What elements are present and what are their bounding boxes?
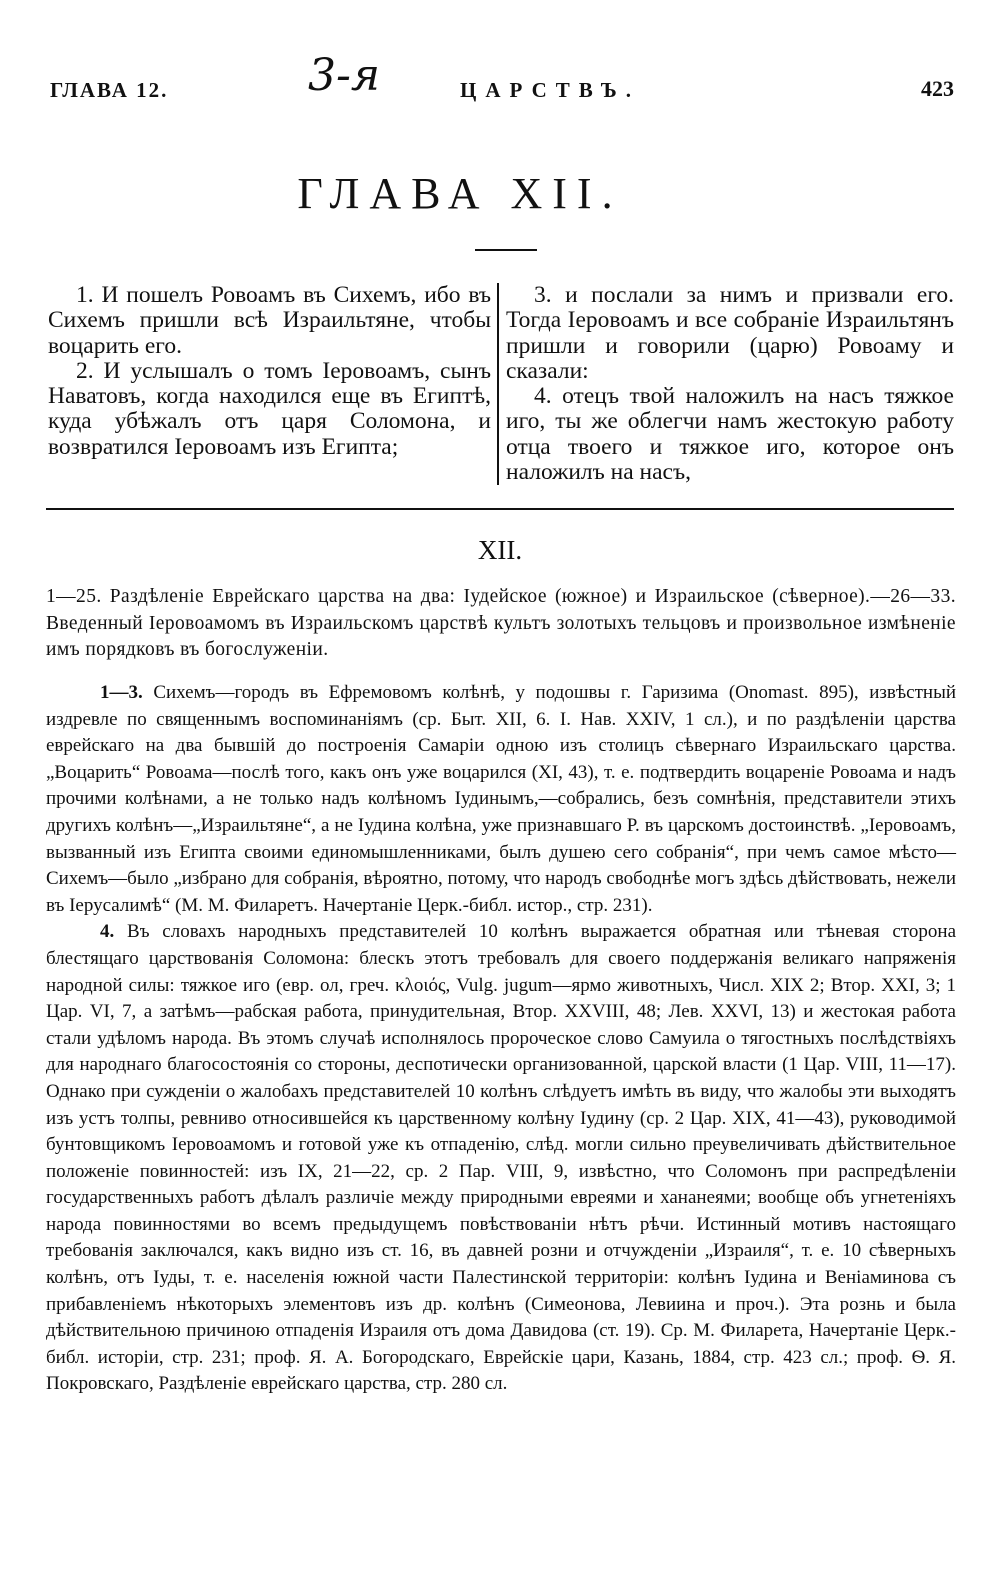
running-head-book-title: ЦАРСТВЪ. — [460, 78, 640, 102]
commentary-text: Сихемъ—городъ въ Ефремовомъ колѣнѣ, у подошвы г. Гаризима (Onomast. 895), извѣстный издревле по священнымъ воспоминаніямъ (ср. Быт. XII, 6. I. Нав. XXIV, 1 сл.), и по раздѣленіи царства еврейскаго на два бывшій до построенія Самаріи одною изъ столицъ сѣвернаго Израильскаго царства. „Воцарить“ Ровоама—послѣ того, какъ онъ уже воцарился (XI, 43), т. е. подтвердить воцареніе Ровоама и надъ прочими колѣнами, а не только надъ колѣномъ Іудинымъ,—собрались, безъ сомнѣнія, представители этихъ другихъ колѣнъ—„Израильтяне“, а не Іудина колѣна, уже признавшаго Р. въ царскомъ достоинствѣ. „Іеровоамъ, вызванный изъ Египта своими единомышленниками, былъ душею сего собранія“, при чемъ самое мѣсто—Сихемъ—было „избрано для собранія, вѣроятно, потому, что народъ свободнѣе могъ здѣсь дѣйствовать, нежели въ Іерусалимѣ“ (М. М. Филаретъ. Начертаніе Церк.-библ. истор., стр. 231). — [46, 682, 957, 916]
commentary-paragraph — [46, 680, 956, 919]
scripture-text-columns — [48, 283, 954, 488]
verse-4: 4. отецъ твой наложилъ на насъ тяжкое иго, ты же облегчи намъ жестокую работу отца твоего и тяжкое иго, которое онъ наложилъ на насъ, — [506, 383, 954, 486]
commentary-text: Въ словахъ народныхъ представителей 10 колѣнъ выражается обратная или тѣневая сторона блестящаго царствованія Соломона: блескъ этотъ требовалъ для своего поддержанія великаго напряженія народной силы: тяжкое иго (евр. ол, греч. κλοιός, Vulg. jugum—ярмо животныхъ, Числ. XIX 2; Втор. XXI, 3; 1 Цар. VI, 7, а затѣмъ—рабская работа, принудительная, Втор. XXVIII, 48; Лев. XXVI, 13) и жестокая работа стали удѣломъ народа. Въ этомъ случаѣ исполнялось пророческое слово Самуила о тягостныхъ послѣдствіяхъ для народнаго благосостоянія со стороны, деспотически организованной, царской власти (1 Цар. VIII, 11—17). Однако при сужденіи о жалобахъ представителей 10 колѣнъ слѣдуетъ имѣть въ виду, что жалобы эти выходятъ изъ устъ толпы, ревниво относившейся къ царственному колѣну Іудину (ср. 2 Цар. XIX, 41—43), руководимой бунтовщикомъ Іеровоамомъ и готовой уже къ отпаденію, слѣд. могли сильно преувеличивать дѣйствительное положеніе повинностей: изъ IX, 21—22, ср. 2 Пар. VIII, 9, извѣстно, что Соломонъ при распредѣленіи государственныхъ работъ дѣлалъ различіе между природными евреями и хананеями; вообще объ угнетеніяхъ народа повинностями во всемъ предыдущемъ повѣствованіи нѣтъ рѣчи. Истинный мотивъ настоящаго требованія заключался, какъ видно изъ ст. 16, въ давней розни и отчужденіи „Израиля“, т. е. 10 сѣверныхъ колѣнъ, отъ Іуды, т. е. населенія южной части Палестинской территоріи: колѣнъ Іудина и Веніаминова съ прибавленіемъ нѣкоторыхъ элементовъ изъ др. колѣнъ (Симеонова, Левиина и проч.). Эта рознь и была дѣйствительною причиною отпаденія Израиля отъ дома Давидова (ст. 19). Ср. М. Филарета, Начертаніе Церк.-библ. исторіи, стр. 231; проф. Я. А. Богородскаго, Еврейскіе цари, Казань, 1884, стр. 423 сл.; проф. Ѳ. Я. Покровскаго, Раздѣленіе еврейскаго царства, стр. 280 сл. — [46, 921, 957, 1395]
section-rule — [46, 508, 954, 510]
verse-1: 1. И пошелъ Ровоамъ въ Сихемъ, ибо въ Сихемъ пришли всѣ Израильтяне, чтобы воцарить его. — [48, 282, 491, 359]
running-head — [50, 50, 954, 108]
verse-3: 3. и послали за нимъ и призвали его. Тогда Іеровоамъ и все собраніе Израильтянъ пришли и говорили (царю) Ровоаму и сказали: — [506, 282, 954, 384]
running-head-chapter: ГЛАВА 12. — [50, 78, 169, 102]
handwritten-volume-note: 3-я — [308, 50, 380, 101]
page-number: 423 — [921, 76, 954, 101]
column-divider — [497, 283, 499, 485]
commentary-section-number: XII. — [477, 535, 523, 565]
verse-reference: 4. — [100, 921, 115, 943]
chapter-title: ГЛАВА XII. — [297, 169, 623, 218]
commentary-paragraph — [46, 919, 956, 1398]
scripture-column-left — [48, 283, 491, 460]
scripture-column-right — [506, 283, 954, 485]
commentary — [46, 680, 956, 1398]
verse-reference: 1—3. — [100, 682, 143, 703]
verse-2: 2. И услышалъ о томъ Іеровоамъ, сынъ Наватовъ, когда находился еще въ Египтѣ, куда убѣжалъ отъ царя Соломона, и возвратился Іеровоамъ изъ Египта; — [48, 357, 491, 460]
chapter-summary: 1—25. Раздѣленіе Еврейскаго царства на два: Іудейское (южное) и Израильское (сѣверное).—26—33. Введенный Іеровоамомъ въ Израильскомъ царствѣ культъ золотыхъ тельцовъ и произвольное измѣненіе имъ порядковъ въ богослуженіи. — [46, 586, 956, 660]
title-rule — [475, 249, 537, 251]
